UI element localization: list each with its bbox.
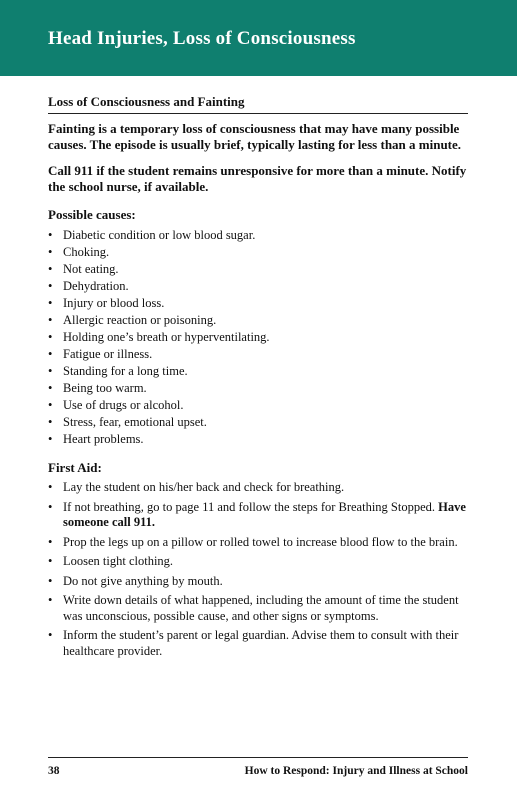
- list-item: • Not eating.: [48, 262, 119, 276]
- intro-paragraph: Fainting is a temporary loss of consciousness that may have many possible causes. The episode is usually brief, typically lasting for less than a minute.: [48, 121, 462, 152]
- list-item: • Holding one’s breath or hyperventilating.: [48, 330, 270, 344]
- bullet-icon: •: [48, 296, 53, 310]
- book-title: How to Respond: Injury and Illness at School: [244, 765, 468, 777]
- list-item: • Loosen tight clothing.: [48, 554, 174, 568]
- list-item: • Stress, fear, emotional upset.: [48, 415, 207, 429]
- list-item: • Injury or blood loss.: [48, 296, 165, 310]
- bullet-icon: •: [48, 347, 53, 361]
- list-item: • Fatigue or illness.: [48, 347, 153, 361]
- section-title: Loss of Consciousness and Fainting: [48, 94, 468, 114]
- list-item: • Inform the student’s parent or legal guardian. Advise them to consult with their healthcare provider.: [48, 628, 459, 658]
- page-content: [48, 94, 468, 663]
- bullet-icon: •: [48, 628, 53, 642]
- call-911-paragraph: Call 911 if the student remains unresponsive for more than a minute. Notify the school nurse, if available.: [48, 163, 467, 194]
- list-item: • Write down details of what happened, including the amount of time the student was unconscious, possible cause, and other signs or symptoms.: [48, 593, 459, 623]
- bullet-icon: •: [48, 364, 53, 378]
- list-item: • Allergic reaction or poisoning.: [48, 313, 217, 327]
- bullet-icon: •: [48, 228, 53, 242]
- bullet-icon: •: [48, 313, 53, 327]
- list-item: • If not breathing, go to page 11 and follow the steps for Breathing Stopped. Have someone call 911.: [48, 499, 466, 529]
- page-title: Head Injuries, Loss of Consciousness: [48, 28, 356, 49]
- list-item: • Diabetic condition or low blood sugar.: [48, 228, 256, 242]
- bullet-icon: •: [48, 573, 53, 588]
- bullet-icon: •: [48, 432, 53, 446]
- bullet-icon: •: [48, 262, 53, 276]
- list-item: • Prop the legs up on a pillow or rolled towel to increase blood flow to the brain.: [48, 534, 458, 549]
- page-number: 38: [48, 765, 60, 777]
- possible-causes-list: [48, 227, 468, 448]
- bullet-icon: •: [48, 381, 53, 395]
- bullet-icon: •: [48, 245, 53, 259]
- bullet-icon: •: [48, 554, 53, 568]
- list-item: • Do not give anything by mouth.: [48, 573, 223, 588]
- list-item: • Lay the student on his/her back and check for breathing.: [48, 480, 345, 494]
- possible-causes-heading: Possible causes:: [48, 207, 136, 222]
- list-item: • Standing for a long time.: [48, 364, 188, 378]
- first-aid-list: [48, 480, 468, 659]
- list-item: • Choking.: [48, 245, 110, 259]
- list-item: • Being too warm.: [48, 381, 147, 395]
- list-item: • Dehydration.: [48, 279, 129, 293]
- bullet-icon: •: [48, 279, 53, 293]
- bullet-icon: •: [48, 499, 53, 514]
- list-item: • Use of drugs or alcohol.: [48, 398, 184, 412]
- bullet-icon: •: [48, 480, 53, 494]
- page-footer: [48, 757, 468, 777]
- emphasis-text: Have someone call 911.: [63, 499, 466, 529]
- page-header-banner: [0, 0, 517, 76]
- bullet-icon: •: [48, 398, 53, 412]
- list-item: • Heart problems.: [48, 432, 144, 446]
- bullet-icon: •: [48, 593, 53, 607]
- bullet-icon: •: [48, 330, 53, 344]
- first-aid-heading: First Aid:: [48, 460, 102, 475]
- bullet-icon: •: [48, 534, 53, 549]
- bullet-icon: •: [48, 415, 53, 429]
